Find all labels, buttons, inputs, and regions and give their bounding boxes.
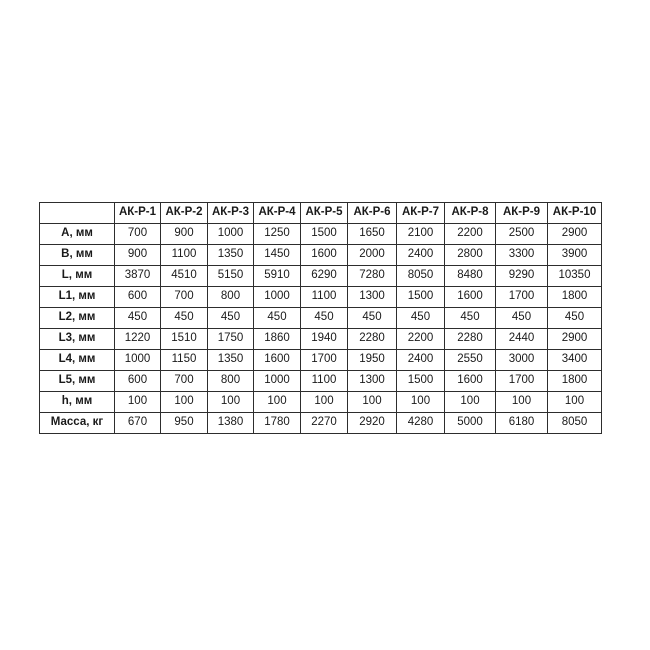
value-cell: 1800 xyxy=(548,287,602,308)
value-cell: 1950 xyxy=(348,350,397,371)
table-row xyxy=(40,329,602,350)
column-header: АК-Р-3 xyxy=(208,203,254,224)
value-cell: 950 xyxy=(161,413,208,434)
value-cell: 2200 xyxy=(445,224,496,245)
value-cell: 450 xyxy=(548,308,602,329)
row-label: L2, мм xyxy=(40,308,115,329)
value-cell: 1100 xyxy=(301,371,348,392)
value-cell: 450 xyxy=(254,308,301,329)
row-label: L1, мм xyxy=(40,287,115,308)
value-cell: 2440 xyxy=(496,329,548,350)
value-cell: 100 xyxy=(496,392,548,413)
column-header: АК-Р-2 xyxy=(161,203,208,224)
value-cell: 2500 xyxy=(496,224,548,245)
row-label: Масса, кг xyxy=(40,413,115,434)
value-cell: 6180 xyxy=(496,413,548,434)
value-cell: 700 xyxy=(161,371,208,392)
value-cell: 1700 xyxy=(496,287,548,308)
column-header: АК-Р-7 xyxy=(397,203,445,224)
value-cell: 800 xyxy=(208,371,254,392)
value-cell: 5000 xyxy=(445,413,496,434)
table-row xyxy=(40,350,602,371)
value-cell: 1300 xyxy=(348,287,397,308)
value-cell: 3900 xyxy=(548,245,602,266)
value-cell: 450 xyxy=(397,308,445,329)
table-row xyxy=(40,392,602,413)
table-row xyxy=(40,287,602,308)
row-label: L4, мм xyxy=(40,350,115,371)
value-cell: 1350 xyxy=(208,350,254,371)
value-cell: 10350 xyxy=(548,266,602,287)
row-label: h, мм xyxy=(40,392,115,413)
value-cell: 600 xyxy=(115,287,161,308)
value-cell: 1100 xyxy=(161,245,208,266)
row-label: В, мм xyxy=(40,245,115,266)
column-header: АК-Р-5 xyxy=(301,203,348,224)
value-cell: 1600 xyxy=(254,350,301,371)
value-cell: 450 xyxy=(496,308,548,329)
value-cell: 1000 xyxy=(254,371,301,392)
value-cell: 450 xyxy=(301,308,348,329)
value-cell: 8050 xyxy=(548,413,602,434)
value-cell: 7280 xyxy=(348,266,397,287)
value-cell: 2400 xyxy=(397,350,445,371)
value-cell: 100 xyxy=(254,392,301,413)
value-cell: 600 xyxy=(115,371,161,392)
table-row xyxy=(40,245,602,266)
row-label: L5, мм xyxy=(40,371,115,392)
value-cell: 100 xyxy=(208,392,254,413)
value-cell: 2200 xyxy=(397,329,445,350)
spec-table xyxy=(39,202,602,434)
value-cell: 1300 xyxy=(348,371,397,392)
value-cell: 450 xyxy=(161,308,208,329)
header-row xyxy=(40,203,602,224)
value-cell: 3400 xyxy=(548,350,602,371)
column-header: АК-Р-6 xyxy=(348,203,397,224)
table-row xyxy=(40,413,602,434)
column-header: АК-Р-10 xyxy=(548,203,602,224)
value-cell: 8050 xyxy=(397,266,445,287)
table-row xyxy=(40,371,602,392)
value-cell: 1860 xyxy=(254,329,301,350)
value-cell: 1100 xyxy=(301,287,348,308)
value-cell: 3300 xyxy=(496,245,548,266)
value-cell: 900 xyxy=(115,245,161,266)
value-cell: 100 xyxy=(301,392,348,413)
table-row xyxy=(40,266,602,287)
value-cell: 700 xyxy=(115,224,161,245)
value-cell: 670 xyxy=(115,413,161,434)
value-cell: 2100 xyxy=(397,224,445,245)
table-row xyxy=(40,224,602,245)
value-cell: 1500 xyxy=(397,371,445,392)
value-cell: 3000 xyxy=(496,350,548,371)
value-cell: 5150 xyxy=(208,266,254,287)
column-header: АК-Р-9 xyxy=(496,203,548,224)
value-cell: 100 xyxy=(161,392,208,413)
value-cell: 1450 xyxy=(254,245,301,266)
value-cell: 1600 xyxy=(301,245,348,266)
value-cell: 1000 xyxy=(115,350,161,371)
value-cell: 2900 xyxy=(548,224,602,245)
value-cell: 1780 xyxy=(254,413,301,434)
column-header: АК-Р-1 xyxy=(115,203,161,224)
value-cell: 1700 xyxy=(301,350,348,371)
value-cell: 1600 xyxy=(445,287,496,308)
value-cell: 2400 xyxy=(397,245,445,266)
value-cell: 1350 xyxy=(208,245,254,266)
value-cell: 1800 xyxy=(548,371,602,392)
value-cell: 450 xyxy=(445,308,496,329)
value-cell: 1650 xyxy=(348,224,397,245)
value-cell: 1000 xyxy=(254,287,301,308)
row-label: L, мм xyxy=(40,266,115,287)
column-header: АК-Р-4 xyxy=(254,203,301,224)
table-body xyxy=(40,224,602,434)
value-cell: 8480 xyxy=(445,266,496,287)
row-label: А, мм xyxy=(40,224,115,245)
value-cell: 1250 xyxy=(254,224,301,245)
value-cell: 6290 xyxy=(301,266,348,287)
value-cell: 2800 xyxy=(445,245,496,266)
value-cell: 2280 xyxy=(348,329,397,350)
value-cell: 800 xyxy=(208,287,254,308)
value-cell: 1510 xyxy=(161,329,208,350)
value-cell: 2920 xyxy=(348,413,397,434)
value-cell: 1940 xyxy=(301,329,348,350)
value-cell: 4510 xyxy=(161,266,208,287)
column-header: АК-Р-8 xyxy=(445,203,496,224)
value-cell: 700 xyxy=(161,287,208,308)
value-cell: 1700 xyxy=(496,371,548,392)
row-label: L3, мм xyxy=(40,329,115,350)
value-cell: 1750 xyxy=(208,329,254,350)
value-cell: 1600 xyxy=(445,371,496,392)
value-cell: 2280 xyxy=(445,329,496,350)
corner-cell xyxy=(40,203,115,224)
value-cell: 450 xyxy=(348,308,397,329)
value-cell: 2900 xyxy=(548,329,602,350)
value-cell: 1500 xyxy=(397,287,445,308)
value-cell: 9290 xyxy=(496,266,548,287)
value-cell: 100 xyxy=(397,392,445,413)
value-cell: 450 xyxy=(115,308,161,329)
value-cell: 100 xyxy=(348,392,397,413)
value-cell: 1150 xyxy=(161,350,208,371)
value-cell: 1500 xyxy=(301,224,348,245)
value-cell: 1000 xyxy=(208,224,254,245)
value-cell: 5910 xyxy=(254,266,301,287)
value-cell: 100 xyxy=(115,392,161,413)
value-cell: 2000 xyxy=(348,245,397,266)
value-cell: 1220 xyxy=(115,329,161,350)
value-cell: 100 xyxy=(548,392,602,413)
value-cell: 2270 xyxy=(301,413,348,434)
table-row xyxy=(40,308,602,329)
value-cell: 100 xyxy=(445,392,496,413)
value-cell: 900 xyxy=(161,224,208,245)
value-cell: 1380 xyxy=(208,413,254,434)
value-cell: 450 xyxy=(208,308,254,329)
value-cell: 3870 xyxy=(115,266,161,287)
value-cell: 4280 xyxy=(397,413,445,434)
value-cell: 2550 xyxy=(445,350,496,371)
